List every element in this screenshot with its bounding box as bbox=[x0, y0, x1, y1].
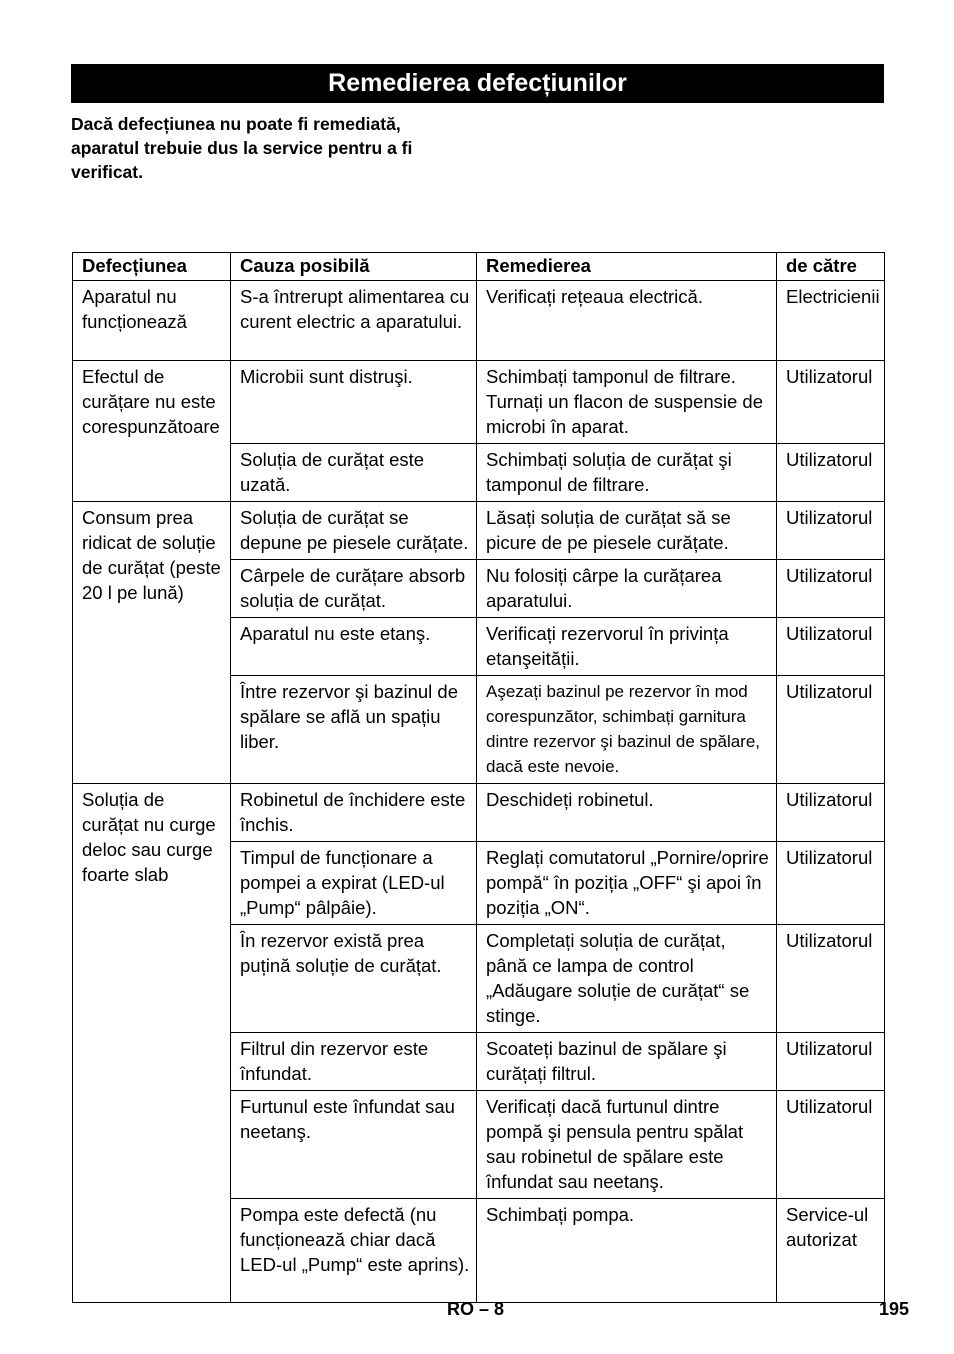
cause-cell: S-a întrerupt alimentarea cu curent electric a aparatului. bbox=[231, 281, 477, 361]
cause-cell: Aparatul nu este etanş. bbox=[231, 618, 477, 676]
fault-cell: Aparatul nu funcționează bbox=[73, 281, 231, 361]
section-title: Remedierea defecțiunilor bbox=[71, 64, 884, 103]
fault-cell: Soluția de curățat nu curge deloc sau curge foarte slab bbox=[73, 784, 231, 1303]
table-header-row bbox=[73, 253, 885, 281]
cause-cell: Furtunul este înfundat sau neetanş. bbox=[231, 1091, 477, 1199]
cause-cell: Între rezervor şi bazinul de spălare se află un spațiu liber. bbox=[231, 676, 477, 784]
footer-language-label: RO – 8 bbox=[447, 1299, 505, 1319]
cause-cell: Microbii sunt distruşi. bbox=[231, 361, 477, 444]
troubleshooting-table bbox=[72, 252, 885, 1303]
header-fault: Defecțiunea bbox=[73, 253, 231, 281]
remedy-cell: Lăsați soluția de curățat să se picure de pe piesele curățate. bbox=[477, 502, 777, 560]
cause-cell: Pompa este defectă (nu funcționează chiar dacă LED-ul „Pump“ este aprins). bbox=[231, 1199, 477, 1303]
cause-cell: Soluția de curățat se depune pe piesele curățate. bbox=[231, 502, 477, 560]
table-row bbox=[73, 361, 885, 444]
cause-cell: Soluția de curățat este uzată. bbox=[231, 444, 477, 502]
remedy-cell: Schimbați pompa. bbox=[477, 1199, 777, 1303]
fault-cell: Consum prea ridicat de soluție de curățat (peste 20 l pe lună) bbox=[73, 502, 231, 784]
by-cell: Utilizatorul bbox=[777, 361, 885, 444]
remedy-cell: Aşezați bazinul pe rezervor în mod corespunzător, schimbați garnitura dintre rezervor şi bazinul de spălare, dacă este nevoie. bbox=[477, 676, 777, 784]
by-cell: Utilizatorul bbox=[777, 676, 885, 784]
remedy-cell: Reglați comutatorul „Pornire/oprire pompă“ în poziția „OFF“ şi apoi în poziția „ON“. bbox=[477, 842, 777, 925]
intro-note: Dacă defecțiunea nu poate fi remediată, aparatul trebuie dus la service pentru a fi verificat. bbox=[71, 114, 413, 182]
cause-cell: Robinetul de închidere este închis. bbox=[231, 784, 477, 842]
table-row bbox=[73, 502, 885, 560]
cause-cell: Timpul de funcționare a pompei a expirat (LED-ul „Pump“ pâlpâie). bbox=[231, 842, 477, 925]
by-cell: Utilizatorul bbox=[777, 784, 885, 842]
by-cell: Utilizatorul bbox=[777, 502, 885, 560]
by-cell: Utilizatorul bbox=[777, 842, 885, 925]
by-cell: Utilizatorul bbox=[777, 925, 885, 1033]
remedy-cell: Verificați dacă furtunul dintre pompă şi pensula pentru spălat sau robinetul de spălare este înfundat sau neetanş. bbox=[477, 1091, 777, 1199]
table-row bbox=[73, 281, 885, 361]
by-cell: Service-ul autorizat bbox=[777, 1199, 885, 1303]
cause-cell: Cârpele de curățare absorb soluția de curățat. bbox=[231, 560, 477, 618]
page-number: 195 bbox=[879, 1299, 910, 1319]
header-cause: Cauza posibilă bbox=[231, 253, 477, 281]
remedy-cell: Verificați rețeaua electrică. bbox=[477, 281, 777, 361]
remedy-cell: Schimbați tamponul de filtrare. Turnați un flacon de suspensie de microbi în aparat. bbox=[477, 361, 777, 444]
remedy-cell: Scoateți bazinul de spălare şi curățați filtrul. bbox=[477, 1033, 777, 1091]
by-cell: Utilizatorul bbox=[777, 618, 885, 676]
fault-cell: Efectul de curățare nu este corespunzătoare bbox=[73, 361, 231, 502]
by-cell: Utilizatorul bbox=[777, 560, 885, 618]
remedy-cell: Deschideți robinetul. bbox=[477, 784, 777, 842]
table-row bbox=[73, 784, 885, 842]
by-cell: Utilizatorul bbox=[777, 444, 885, 502]
remedy-cell: Schimbați soluția de curățat şi tamponul de filtrare. bbox=[477, 444, 777, 502]
remedy-cell: Nu folosiți cârpe la curățarea aparatului. bbox=[477, 560, 777, 618]
by-cell: Utilizatorul bbox=[777, 1033, 885, 1091]
header-by: de către bbox=[777, 253, 885, 281]
header-remedy: Remedierea bbox=[477, 253, 777, 281]
by-cell: Utilizatorul bbox=[777, 1091, 885, 1199]
by-cell: Electricienii bbox=[777, 281, 885, 361]
cause-cell: În rezervor există prea puțină soluție de curățat. bbox=[231, 925, 477, 1033]
remedy-cell: Verificați rezervorul în privința etanşeității. bbox=[477, 618, 777, 676]
cause-cell: Filtrul din rezervor este înfundat. bbox=[231, 1033, 477, 1091]
remedy-cell: Completați soluția de curățat, până ce lampa de control „Adăugare soluție de curățat“ se stinge. bbox=[477, 925, 777, 1033]
